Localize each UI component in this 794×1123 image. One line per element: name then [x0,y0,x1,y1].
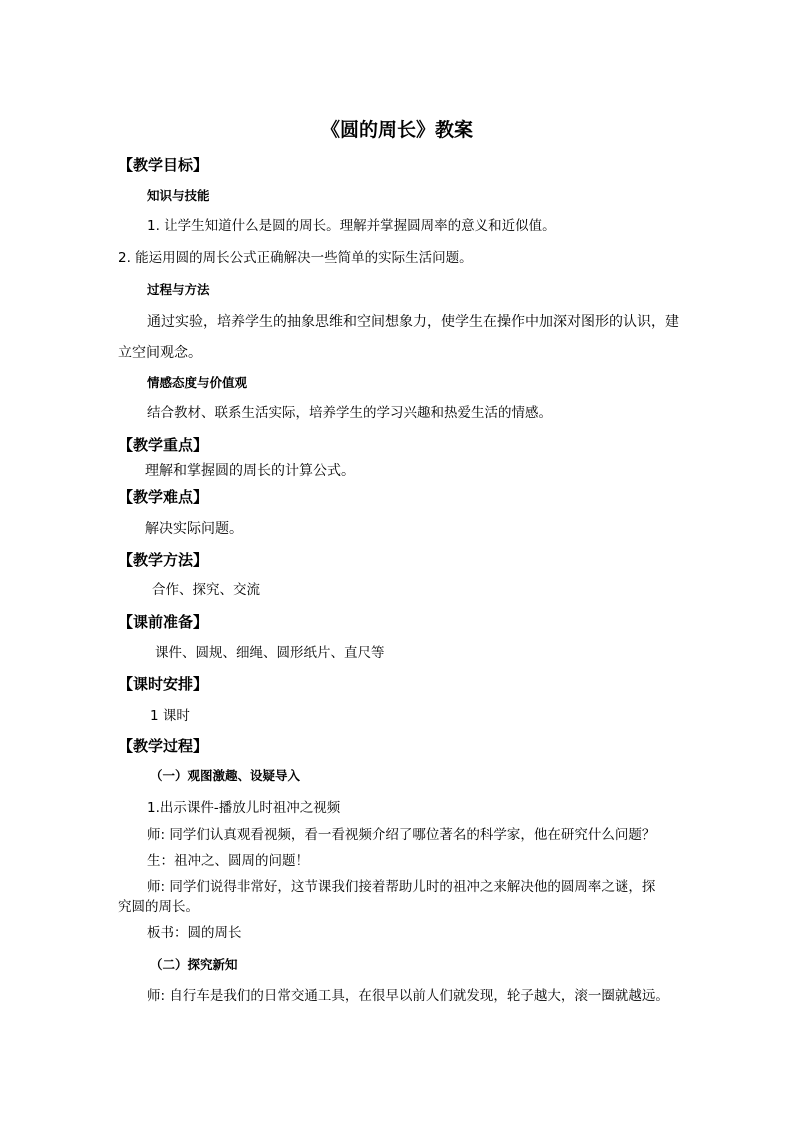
objective-item-1: 1. 让学生知道什么是圆的周长。理解并掌握圆周率的意义和近似值。 [147,218,556,234]
process-methods-text-line2: 立空间观念。 [118,345,202,361]
emotion-values-text: 结合教材、联系生活实际，培养学生的学习兴趣和热爱生活的情感。 [147,405,552,421]
part1-board-writing: 板书：圆的周长 [147,925,242,941]
part1-step1: 1.出示课件-播放儿时祖冲之视频 [147,800,341,816]
methods-text: 合作、探究、交流 [152,582,260,598]
difficulties-text: 解决实际问题。 [145,521,243,537]
methods-heading: 【教学方法】 [118,551,209,569]
part2-teacher-line: 师: 自行车是我们的日常交通工具，在很早以前人们就发现，轮子越大，滚一圈就越远。 [147,988,669,1004]
emotion-values-title: 情感态度与价值观 [147,375,248,390]
part1-teacher-line: 师: 同学们认真观看视频，看一看视频介绍了哪位著名的科学家，他在研究什么问题？ [147,827,656,843]
part1-title: （一）观图激趣、设疑导入 [150,768,301,783]
key-points-heading: 【教学重点】 [118,436,209,454]
schedule-text: 1 课时 [150,708,190,724]
objective-item-2: 2. 能运用圆的周长公式正确解决一些简单的实际生活问题。 [118,250,473,266]
teaching-process-heading: 【教学过程】 [118,737,209,755]
part1-teacher2-line2: 究圆的周长。 [118,899,199,915]
part1-student-line: 生：祖冲之、圆周的问题！ [147,853,309,869]
objectives-heading: 【教学目标】 [118,156,209,174]
preparation-text: 课件、圆规、细绳、圆形纸片、直尺等 [155,645,385,661]
process-methods-title: 过程与方法 [147,282,210,297]
key-points-text: 理解和掌握圆的周长的计算公式。 [145,463,355,479]
knowledge-skills-title: 知识与技能 [147,188,210,203]
preparation-heading: 【课前准备】 [118,613,209,631]
difficulties-heading: 【教学难点】 [118,488,209,506]
schedule-heading: 【课时安排】 [118,675,209,693]
part1-teacher2-line1: 师: 同学们说得非常好，这节课我们接着帮助儿时的祖冲之来解决他的圆周率之谜，探 [147,879,656,895]
process-methods-text-line1: 通过实验，培养学生的抽象思维和空间想象力，使学生在操作中加深对图形的认识，建 [147,314,679,330]
document-title: 《圆的周长》教案 [320,119,473,141]
part2-title: （二）探究新知 [150,957,238,972]
